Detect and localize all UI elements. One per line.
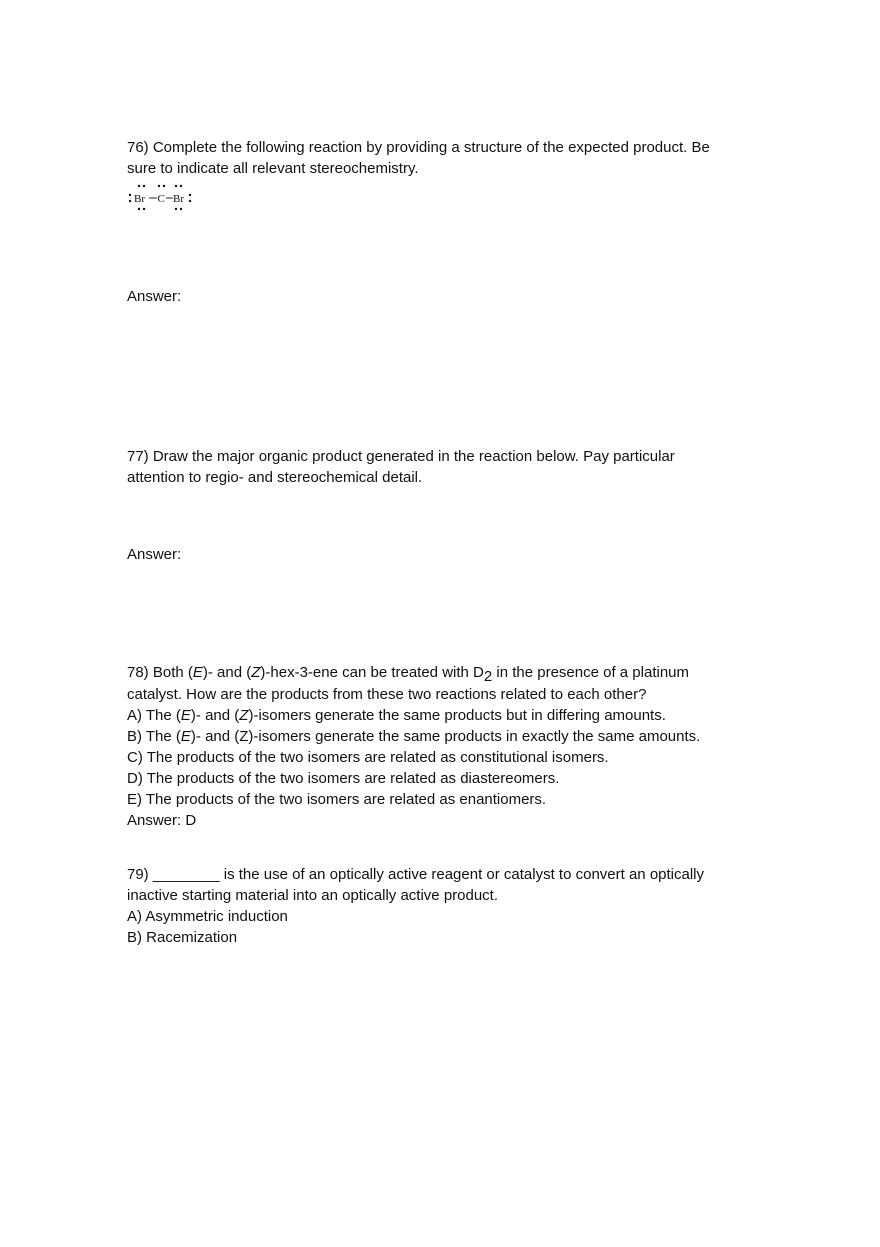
question-79 (127, 864, 704, 948)
question-76-line-1: 76) Complete the following reaction by providing a structure of the expected product. Be (127, 139, 710, 156)
atom-c-center: C (157, 193, 165, 205)
italic-e: E (180, 707, 191, 724)
question-77-line-1: 77) Draw the major organic product generated in the reaction below. Pay particular (127, 448, 675, 465)
question-78 (127, 661, 700, 831)
question-77-answer (127, 544, 181, 565)
text-run: )- and (Z)-isomers generate the same products in exactly the same amounts. (190, 728, 701, 745)
question-77 (127, 446, 675, 488)
question-76 (127, 137, 710, 179)
italic-e: E (192, 664, 203, 681)
text-run: )-isomers generate the same products but in differing amounts. (248, 707, 666, 724)
question-79-option-a: A) Asymmetric induction (127, 908, 288, 925)
question-79-line-2: inactive starting material into an optically active product. (127, 887, 499, 904)
question-78-option-a (127, 705, 700, 726)
question-78-line-1 (127, 661, 700, 684)
question-76-line-2: sure to indicate all relevant stereochemistry. (127, 160, 419, 177)
text-run: B) The ( (127, 728, 181, 745)
italic-z: Z (251, 664, 261, 681)
italic-e: E (180, 728, 191, 745)
question-77-line-2: attention to regio- and stereochemical detail. (127, 469, 423, 486)
text-run: A) The ( (127, 707, 181, 724)
text-run: )-hex-3-ene can be treated with D (260, 664, 484, 681)
question-78-line-2: catalyst. How are the products from these two reactions related to each other? (127, 686, 647, 703)
text-run: 78) Both ( (127, 664, 193, 681)
text-run: in the presence of a platinum (492, 664, 690, 681)
text-run: )- and ( (202, 664, 252, 681)
question-78-option-c: C) The products of the two isomers are related as constitutional isomers. (127, 749, 609, 766)
question-79-option-b: B) Racemization (127, 929, 238, 946)
atom-br-right: Br (173, 193, 184, 205)
question-76-answer-label: Answer: (127, 288, 182, 305)
atom-br-left: Br (134, 193, 145, 205)
question-78-option-e: E) The products of the two isomers are related as enantiomers. (127, 791, 547, 808)
question-77-answer-label: Answer: (127, 546, 182, 563)
question-78-answer: Answer: D (127, 812, 197, 829)
question-78-option-b (127, 726, 700, 747)
subscript-2: 2 (483, 668, 493, 685)
italic-z: Z (239, 707, 249, 724)
question-78-option-d: D) The products of the two isomers are related as diastereomers. (127, 770, 560, 787)
dibromocarbene-lewis-structure (127, 181, 199, 215)
text-run: )- and ( (190, 707, 240, 724)
question-79-line-1: 79) ________ is the use of an optically active reagent or catalyst to convert an optically (127, 866, 705, 883)
question-76-answer (127, 286, 181, 307)
